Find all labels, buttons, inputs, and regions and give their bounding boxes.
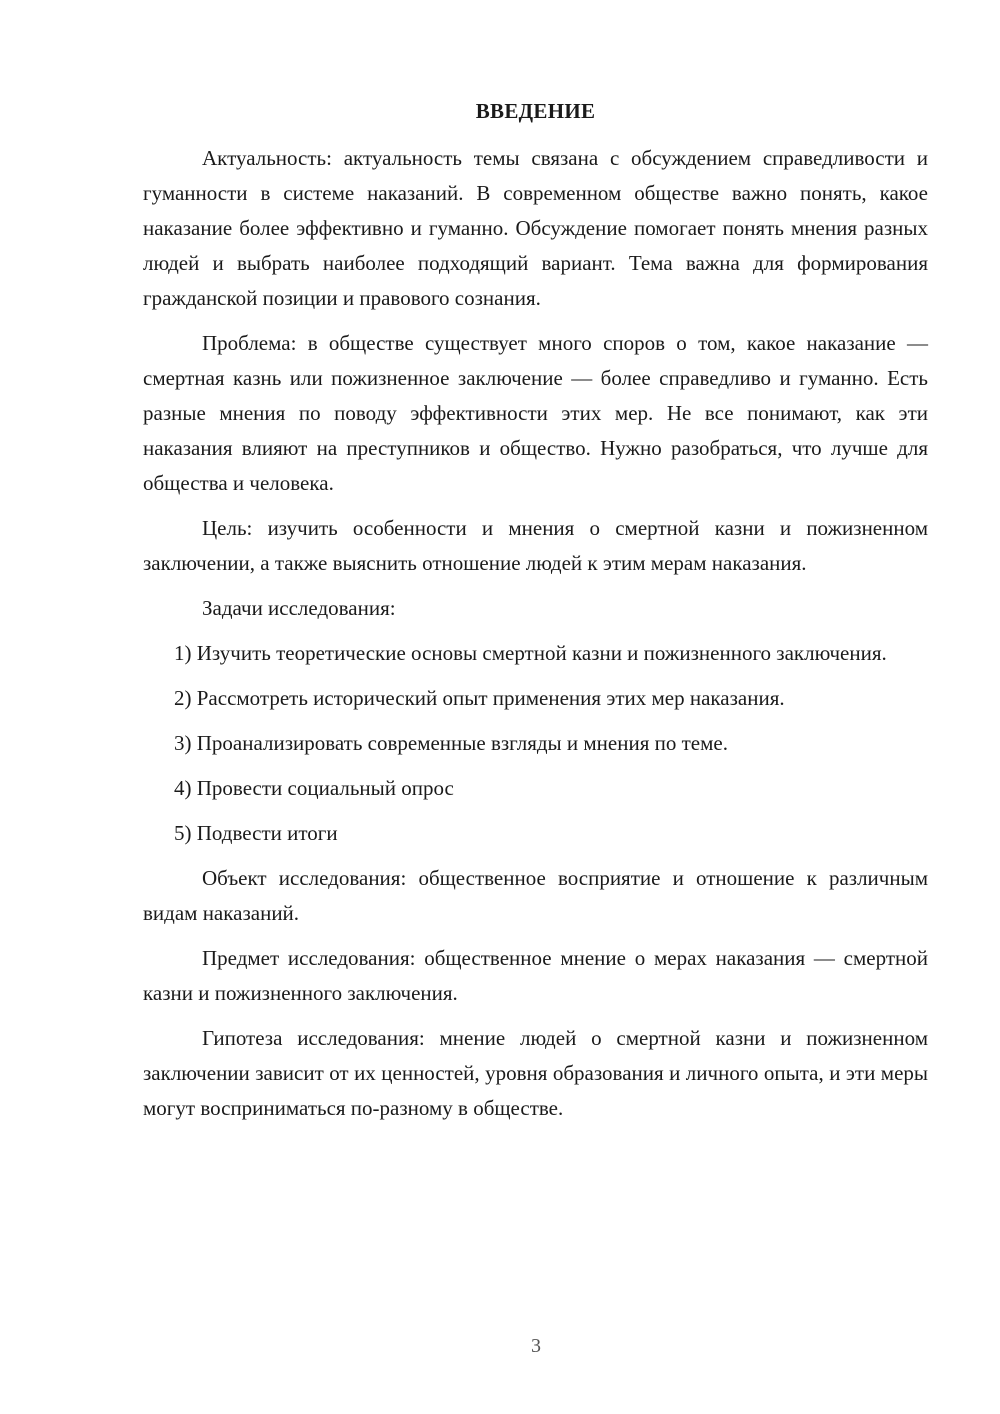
page-number: 3 — [531, 1335, 541, 1357]
paragraph-problem: Проблема: в обществе существует много споров о том, какое наказание — смертная казнь или пожизненное заключение — более справедливо и гуманно. Есть разные мнения по поводу эффективности этих мер. Не все понимают, как эти наказания влияют на преступников и общество. Нужно разобраться, что лучше для общества и человека. — [143, 331, 928, 495]
list-item-task-1: 1) Изучить теоретические основы смертной казни и пожизненного заключения. — [174, 641, 887, 665]
list-item-task-3: 3) Проанализировать современные взгляды и мнения по теме. — [174, 731, 728, 755]
paragraph-object: Объект исследования: общественное восприятие и отношение к различным видам наказаний. — [143, 866, 928, 925]
page-title: ВВЕДЕНИЕ — [475, 99, 596, 123]
list-item-task-2: 2) Рассмотреть исторический опыт применения этих мер наказания. — [174, 686, 785, 710]
document-page — [143, 94, 928, 1136]
paragraph-hypothesis: Гипотеза исследования: мнение людей о смертной казни и пожизненном заключении зависит от их ценностей, уровня образования и личного опыта, и эти меры могут восприниматься по-разному в обществе. — [143, 1026, 928, 1120]
paragraph-relevance: Актуальность: актуальность темы связана с обсуждением справедливости и гуманности в системе наказаний. В современном обществе важно понять, какое наказание более эффективно и гуманно. Обсуждение помогает понять мнения разных людей и выбрать наиболее подходящий вариант. Тема важна для формирования гражданской позиции и правового сознания. — [143, 146, 928, 310]
paragraph-goal: Цель: изучить особенности и мнения о смертной казни и пожизненном заключении, а также выяснить отношение людей к этим мерам наказания. — [143, 516, 928, 575]
list-item-task-4: 4) Провести социальный опрос — [174, 776, 454, 800]
paragraph-subject: Предмет исследования: общественное мнение о мерах наказания — смертной казни и пожизненного заключения. — [143, 946, 928, 1005]
list-item-task-5: 5) Подвести итоги — [174, 821, 338, 845]
tasks-heading: Задачи исследования: — [202, 596, 396, 620]
tasks-list — [143, 636, 928, 851]
